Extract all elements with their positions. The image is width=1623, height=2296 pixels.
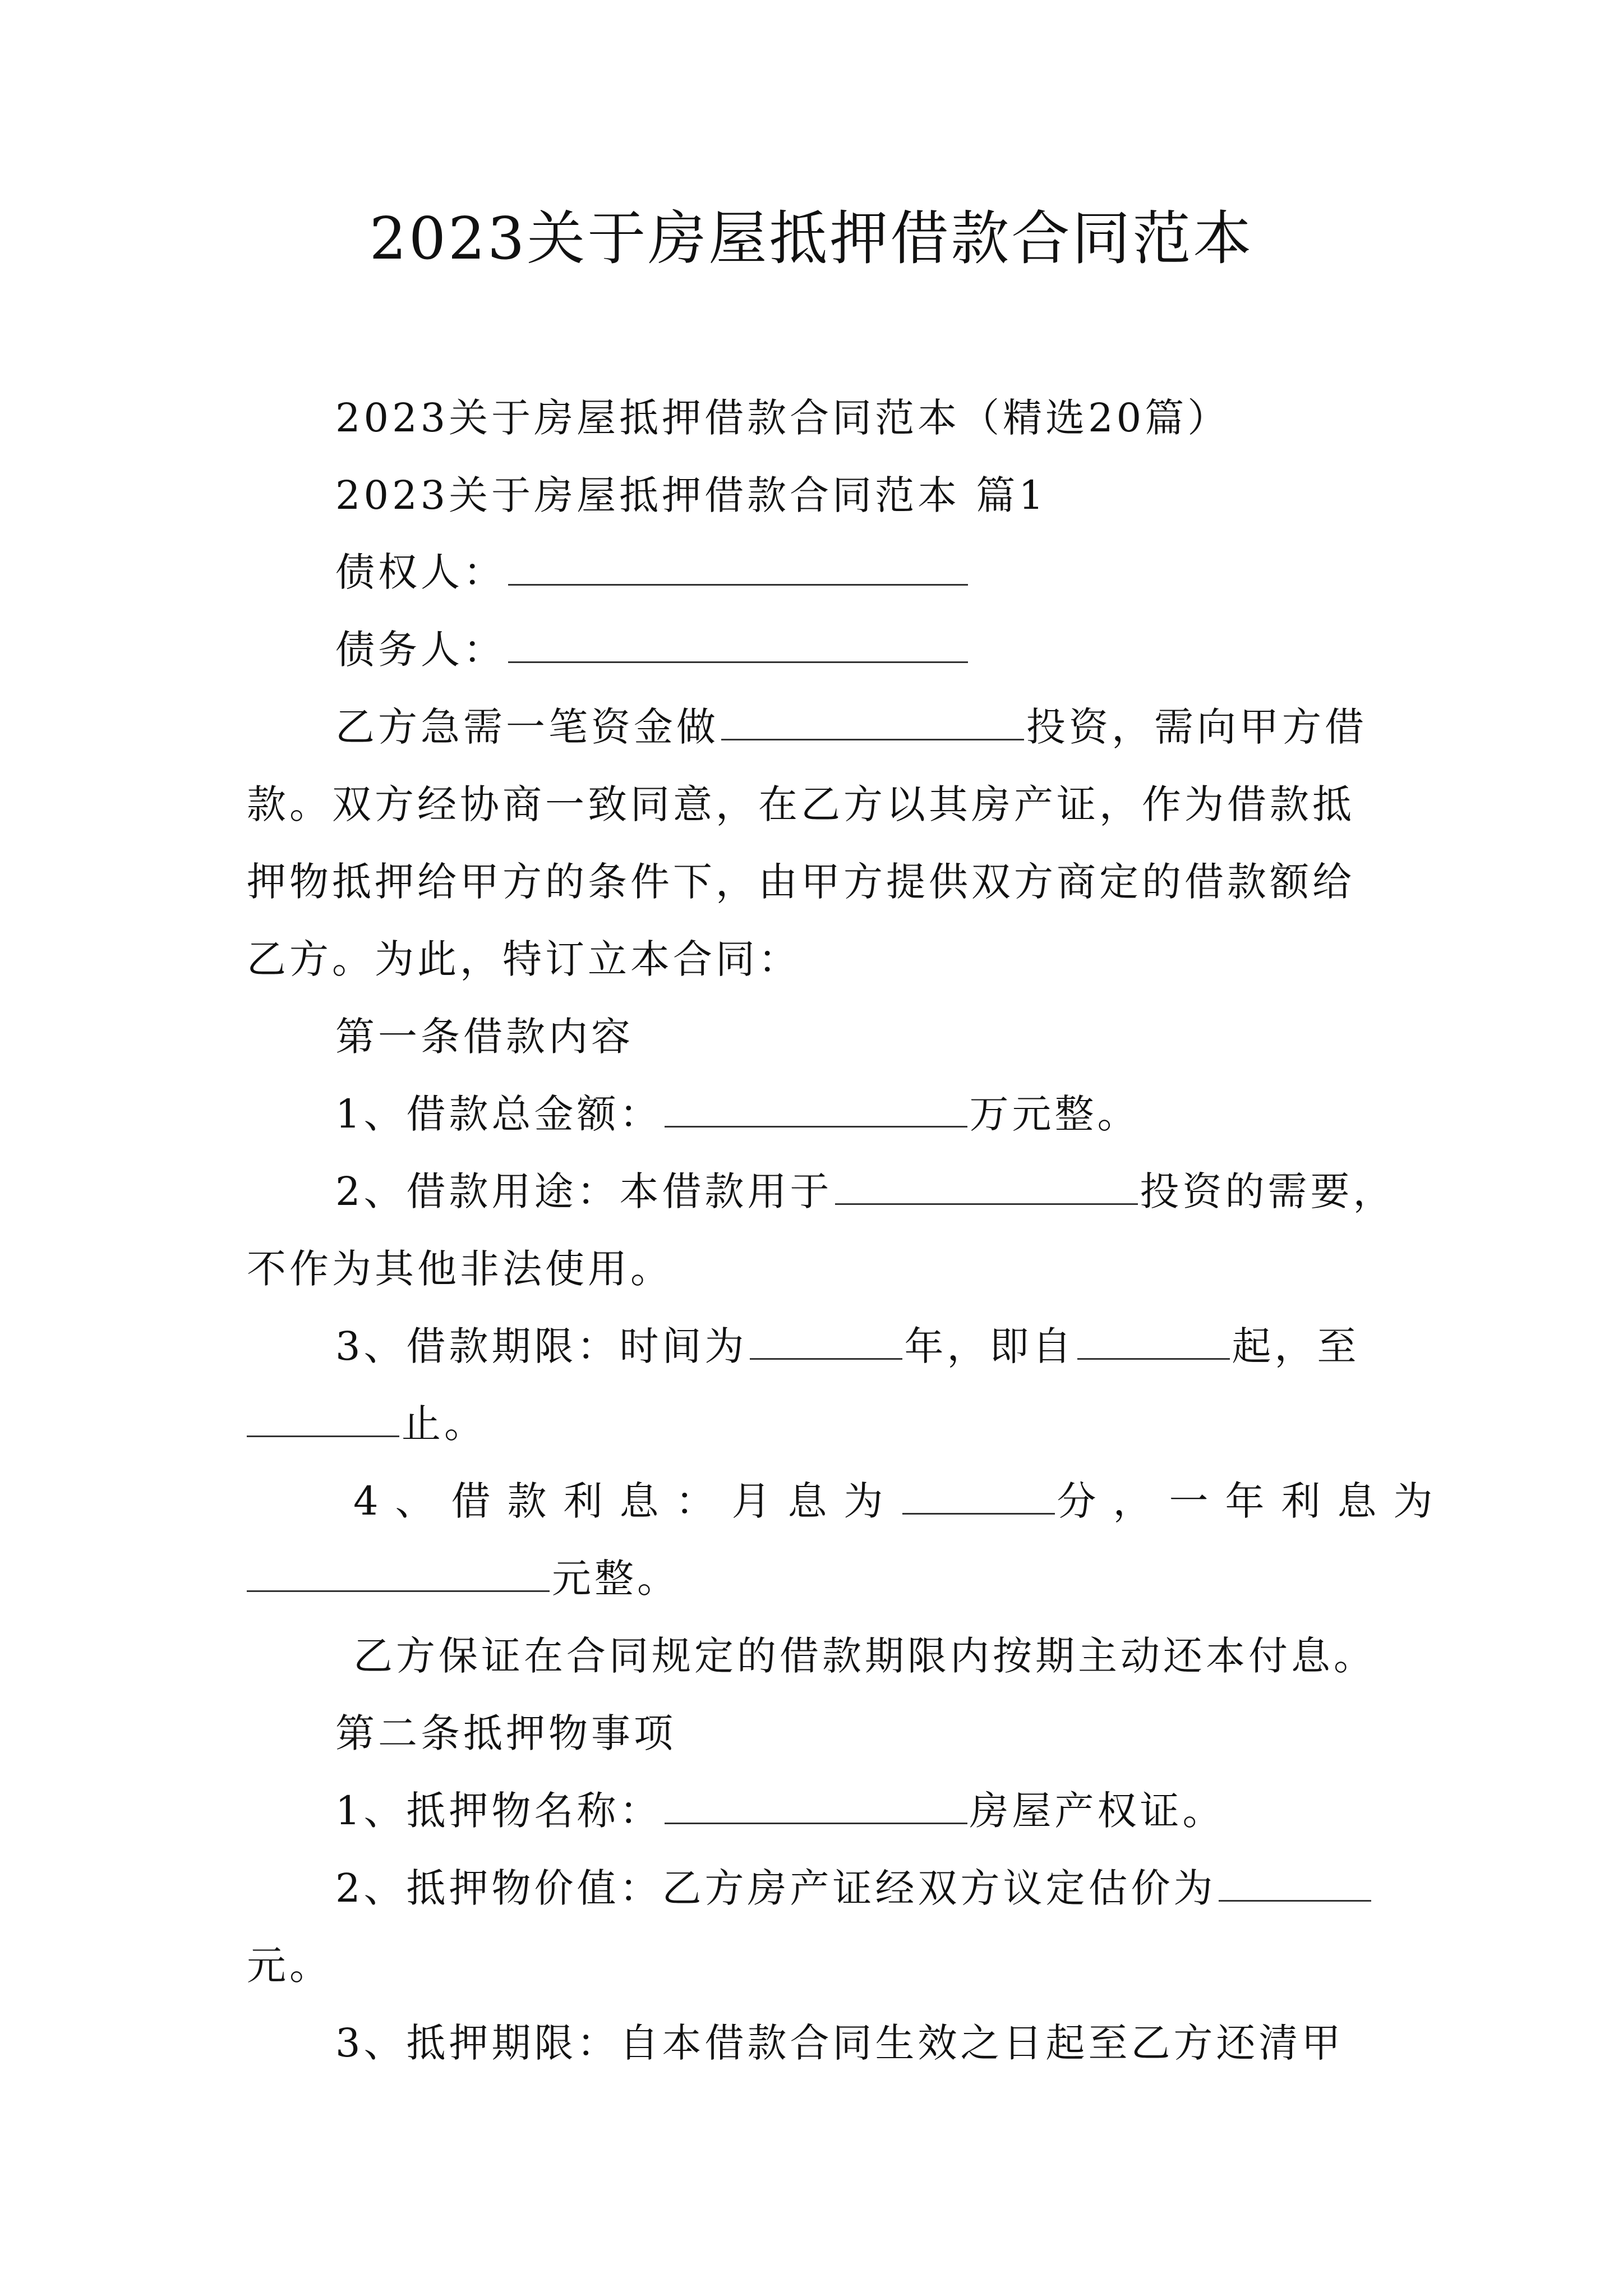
item1-2 <box>335 1161 1479 1222</box>
start-date-blank <box>1077 1323 1230 1360</box>
item1-4-label: 4、借款利息：月息为 <box>353 1478 900 1524</box>
para1-line2: 款。双方经协商一致同意，在乙方以其房产证，作为借款抵 <box>247 781 1355 827</box>
item2-1-suffix: 房屋产权证。 <box>969 1788 1225 1834</box>
item2-3: 3、抵押期限：自本借款合同生效之日起至乙方还清甲 <box>335 2020 1344 2066</box>
creditor-blank <box>508 549 968 586</box>
investment-blank <box>721 704 1024 740</box>
debtor-label: 债务人： <box>335 627 506 673</box>
item1-3-suffix: 止。 <box>402 1401 487 1447</box>
annual-interest-blank <box>247 1556 550 1592</box>
item1-1 <box>335 1083 1479 1145</box>
debtor-blank <box>508 627 968 663</box>
amount-blank <box>665 1091 967 1128</box>
para1-line1 <box>335 696 1479 758</box>
para1-text-b: 投资，需向甲方借 <box>1026 704 1367 750</box>
purpose-blank <box>835 1168 1138 1205</box>
item1-3-label: 3、借款期限：时间为 <box>335 1323 748 1369</box>
collateral-name-blank <box>665 1788 967 1824</box>
item1-1-suffix: 万元整。 <box>969 1091 1140 1137</box>
para1-line4: 乙方。为此，特订立本合同： <box>247 936 801 982</box>
item1-4-suffix: 元整。 <box>552 1556 680 1602</box>
item2-2-label: 2、抵押物价值：乙方房产证经双方议定估价为 <box>335 1865 1216 1911</box>
debtor-line <box>335 619 1479 680</box>
article2-heading: 第二条抵押物事项 <box>335 1710 676 1756</box>
para1-text-a: 乙方急需一笔资金做 <box>335 704 719 750</box>
item2-2 <box>335 1857 1479 1919</box>
item2-2-cont: 元。 <box>247 1943 332 1989</box>
years-blank <box>750 1323 902 1360</box>
document-title: 2023关于房屋抵押借款合同范本 <box>369 204 1254 273</box>
creditor-label: 债权人： <box>335 549 506 595</box>
item1-2-suffix: 投资的需要， <box>1140 1168 1396 1214</box>
item1-1-label: 1、借款总金额： <box>335 1091 662 1137</box>
item1-2-cont: 不作为其他非法使用。 <box>247 1246 673 1292</box>
item1-2-label: 2、借款用途：本借款用于 <box>335 1168 833 1214</box>
subtitle: 2023关于房屋抵押借款合同范本（精选20篇） <box>335 395 1230 441</box>
monthly-rate-blank <box>902 1478 1055 1515</box>
para1-line3: 押物抵押给甲方的条件下，由甲方提供双方商定的借款额给 <box>247 859 1355 905</box>
item1-3-mid: 年，即自 <box>904 1323 1075 1369</box>
item1-3-mid2: 起，至 <box>1232 1323 1360 1369</box>
collateral-value-blank <box>1219 1865 1371 1902</box>
section-heading: 2023关于房屋抵押借款合同范本 篇1 <box>335 472 1047 518</box>
item2-1-label: 1、抵押物名称： <box>335 1788 662 1834</box>
item1-3-cont <box>247 1393 1391 1455</box>
article1-heading: 第一条借款内容 <box>335 1014 634 1060</box>
end-date-blank <box>247 1401 399 1437</box>
para2: 乙方保证在合同规定的借款期限内按期主动还本付息。 <box>353 1633 1376 1679</box>
item1-4-mid: 分，一年利息为 <box>1057 1478 1450 1524</box>
item2-1 <box>335 1780 1479 1842</box>
item1-4 <box>353 1470 1497 1532</box>
item1-4-cont <box>247 1548 1391 1609</box>
creditor-line <box>335 541 1479 603</box>
item1-3 <box>335 1315 1479 1377</box>
